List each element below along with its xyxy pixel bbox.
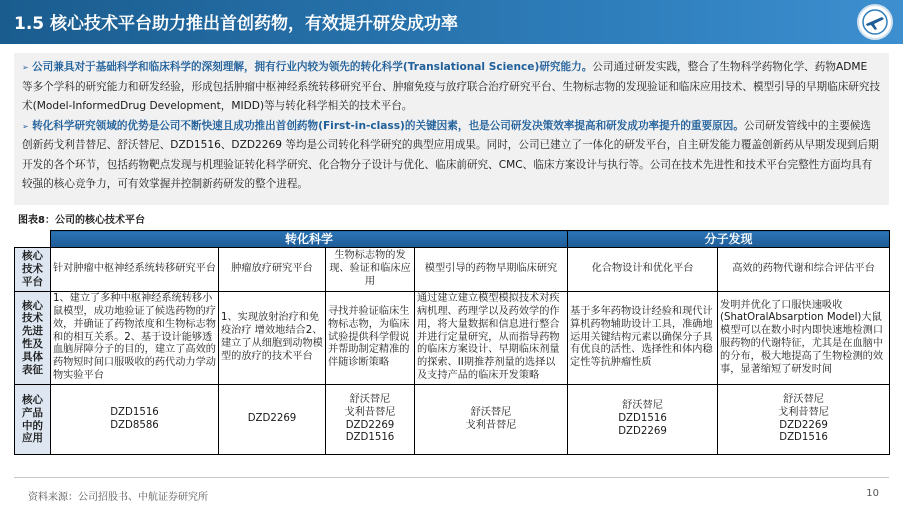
table-row-description [15, 292, 890, 385]
intro-p2-highlight: 转化科学研究领域的优势是公司不断快速且成功推出首创药物(First-in-class)的关键因素，也是公司研发决策效率提高和研发成功率提升的重要原因。 [32, 119, 744, 132]
arrow-bullet-icon: ➢ [22, 63, 29, 72]
description-cell: 通过建立建立模型模拟技术对疾病机理、药理学以及药效学的作用，将大量数据和信息进行整合并进行定量研究，从而指导药物的临床方案设计、早期临床剂量的探索、II期推荐剂量的选择以及支持产品的临床开发策略 [415, 292, 568, 385]
product-name: DZD1516 [110, 406, 159, 418]
product-name: 舒沃替尼 [349, 393, 391, 405]
row-label-platform: 核心技术平台 [15, 248, 51, 292]
product-name: 戈利昔替尼 [344, 406, 396, 418]
figure-caption: 图表8：公司的核心技术平台 [18, 215, 145, 226]
products-cell [568, 385, 718, 455]
row-label-description: 核心技术先进性及具体表征 [15, 292, 51, 385]
description-cell: 基于多年药物设计经验和现代计算机药物辅助设计工具，准确地运用关键结构元素以确保分子具有优良的活性、选择性和体内稳定性等抗肿瘤性质 [568, 292, 718, 385]
page-title: 1.5 核心技术平台助力推出首创药物，有效提升研发成功率 [14, 14, 459, 34]
product-name: DZD1516 [779, 432, 828, 444]
product-name: DZD2269 [779, 419, 828, 431]
table-corner [15, 231, 51, 248]
platform-cell: 模型引导的药物早期临床研究 [415, 248, 568, 292]
product-name: DZD8586 [110, 419, 159, 431]
source-note: 资料来源：公司招股书、中航证券研究所 [28, 492, 208, 503]
products-cell [415, 385, 568, 455]
product-name: DZD2269 [618, 425, 667, 437]
intro-paragraph-1 [22, 58, 881, 117]
intro-p2-text: 公司研发管线中的主要候选创新药戈利昔替尼、舒沃替尼、DZD1516、DZD2269 等均是公司转化科学研究的典型应用成果。同时，公司已建立了一体化的研发平台，自主研发能力覆盖创新药从早期发现到后期开发的各个环节，包括药物靶点发现与机理验证转化科学研究、化合物分子设计与优化、临床前研究、CMC、临床方案设计与执行等。公司在技术先进性和技术平台完整性方面均具有较强的核心竞争力，可有效掌握并控制新药研发的整个进程。 [22, 119, 879, 190]
description-cell: 寻找并验证临床生物标志物，为临床试验提供科学假说并帮助制定精准的伴随诊断策略 [326, 292, 415, 385]
product-name: 戈利昔替尼 [465, 419, 517, 431]
table-row-platform [15, 248, 890, 292]
product-name: 舒沃替尼 [622, 400, 663, 412]
table-group-header-row [15, 231, 890, 248]
intro-p1-text: 公司通过研发实践，整合了生物科学药物化学、药物ADME 等多个学科的研究能力和研发经验，形成包括肿瘤中枢神经系统转移研究平台、肿瘤免疫与放疗联合治疗研究平台、生物标志物的发现验证和临床应用技术、模型引导的早期临床研究技术(Model-InformedDrug Development，MIDD)等与转化科学相关的技术平台。 [22, 61, 881, 112]
platform-cell: 针对肿瘤中枢神经系统转移研究平台 [51, 248, 219, 292]
intro-paragraph-2 [22, 117, 881, 195]
page-number: 10 [866, 488, 879, 499]
product-name: 舒沃替尼 [470, 406, 512, 418]
platform-cell: 化合物设计和优化平台 [568, 248, 718, 292]
intro-p1-highlight: 公司兼具对于基础科学和临床科学的深刻理解，拥有行业内较为领先的转化科学(Translational Science)研究能力。 [32, 61, 593, 73]
platform-cell: 生物标志物的发现、验证和临床应用 [326, 248, 415, 292]
description-cell: 发明并优化了口服快速吸收(ShatOralAbsarption Model)大鼠模型可以在数小时内即快速地检测口服药物的代谢特征，尤其是在血脑中的分布，极大地提高了生物检测的效事，显著缩短了研发时间 [718, 292, 890, 385]
core-tech-table [14, 230, 890, 455]
company-logo [857, 4, 893, 40]
product-name: DZD1516 [618, 413, 667, 425]
description-cell: 1、建立了多种中枢神经系统转移小鼠模型，成功地验证了候选药物的疗效，并确证了药物浓度和生物标志物和的相互关系。2、基于设计能够透血脑屏障分子的目的，建立了高效的药物短时间口服吸收的药代动力学动物实验平台 [51, 292, 219, 385]
products-cell [718, 385, 890, 455]
group-header-molecular: 分子发现 [568, 231, 890, 248]
title-bar [0, 0, 903, 44]
product-name: 舒沃替尼 [783, 393, 824, 405]
airplane-logo-icon [862, 9, 888, 35]
footer-divider [14, 477, 889, 478]
product-name: DZD2269 [247, 413, 297, 425]
intro-box [14, 53, 889, 205]
group-header-translational: 转化科学 [51, 231, 568, 248]
products-cell [219, 385, 326, 455]
platform-cell: 高效的药物代谢和综合评估平台 [718, 248, 890, 292]
platform-cell: 肿瘤放疗研究平台 [219, 248, 326, 292]
product-name: DZD2269 [345, 419, 395, 431]
table-row-products [15, 385, 890, 455]
row-label-products: 核心产品中的应用 [15, 385, 51, 455]
arrow-bullet-icon: ➢ [22, 121, 29, 131]
description-cell: 1、实现放射治疗和免疫治疗 增效地结合2、建立了从细胞到动物模型的放疗的技术平台 [219, 292, 326, 385]
product-name: 戈利昔替尼 [778, 406, 829, 418]
products-cell [51, 385, 219, 455]
product-name: DZD1516 [345, 432, 395, 444]
products-cell [326, 385, 415, 455]
